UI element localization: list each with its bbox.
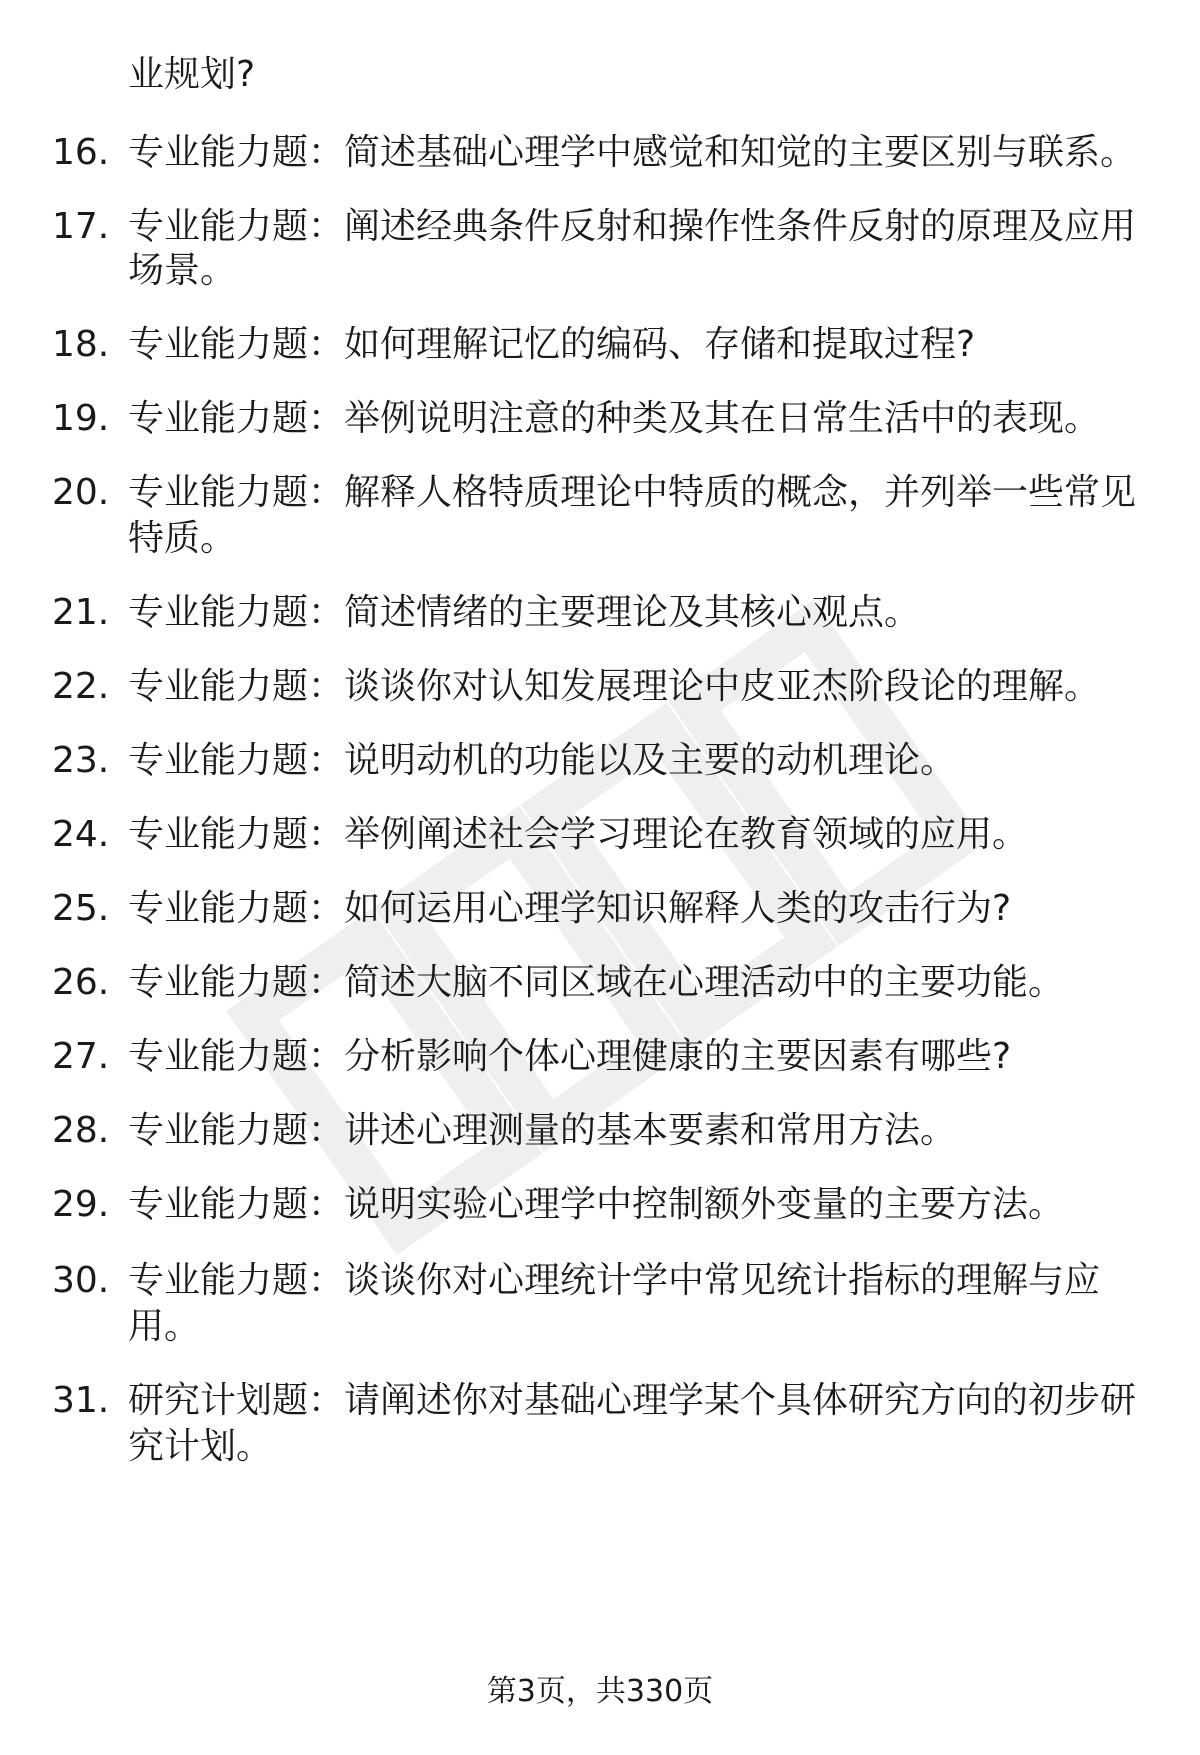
question-number: 25. [52,888,110,929]
question-number: 28. [52,1110,110,1151]
question-number: 18. [52,324,110,365]
question-text: 专业能力题：简述大脑不同区域在心理活动中的主要功能。 [128,962,1065,1003]
question-number: 31. [52,1380,110,1421]
question-text: 专业能力题：简述基础心理学中感觉和知觉的主要区别与联系。 [128,132,1137,173]
question-number: 20. [52,472,110,513]
question-text: 专业能力题：谈谈你对认知发展理论中皮亚杰阶段论的理解。 [128,666,1101,707]
question-text: 专业能力题：如何理解记忆的编码、存储和提取过程? [128,324,976,365]
question-text: 专业能力题：举例说明注意的种类及其在日常生活中的表现。 [128,398,1101,439]
question-number: 17. [52,206,110,247]
question-number: 19. [52,398,110,439]
question-text-continuation: 究计划。 [128,1426,273,1467]
question-text: 专业能力题：讲述心理测量的基本要素和常用方法。 [128,1110,957,1151]
question-text: 专业能力题：简述情绪的主要理论及其核心观点。 [128,592,921,633]
question-text-continuation: 场景。 [128,250,237,291]
question-number: 30. [52,1260,110,1301]
page-footer: 第3页，共330页 [486,1674,714,1709]
question-text: 研究计划题：请阐述你对基础心理学某个具体研究方向的初步研 [128,1380,1137,1421]
question-number: 29. [52,1184,110,1225]
question-number: 23. [52,740,110,781]
question-number: 21. [52,592,110,633]
question-text: 专业能力题：解释人格特质理论中特质的概念，并列举一些常见 [128,472,1137,513]
question-number: 16. [52,132,110,173]
question-text: 专业能力题：说明实验心理学中控制额外变量的主要方法。 [128,1184,1065,1225]
question-number: 26. [52,962,110,1003]
lead-continuation-text: 业规划? [128,54,256,95]
question-number: 22. [52,666,110,707]
question-text-continuation: 特质。 [128,518,237,559]
question-text: 专业能力题：说明动机的功能以及主要的动机理论。 [128,740,957,781]
question-text: 专业能力题：举例阐述社会学习理论在教育领域的应用。 [128,814,1029,855]
question-number: 27. [52,1036,110,1077]
question-text-continuation: 用。 [128,1306,201,1347]
question-text: 专业能力题：分析影响个体心理健康的主要因素有哪些? [128,1036,1012,1077]
question-number: 24. [52,814,110,855]
question-text: 专业能力题：如何运用心理学知识解释人类的攻击行为? [128,888,1012,929]
question-text: 专业能力题：阐述经典条件反射和操作性条件反射的原理及应用 [128,206,1137,247]
question-text: 专业能力题：谈谈你对心理统计学中常见统计指标的理解与应 [128,1260,1101,1301]
